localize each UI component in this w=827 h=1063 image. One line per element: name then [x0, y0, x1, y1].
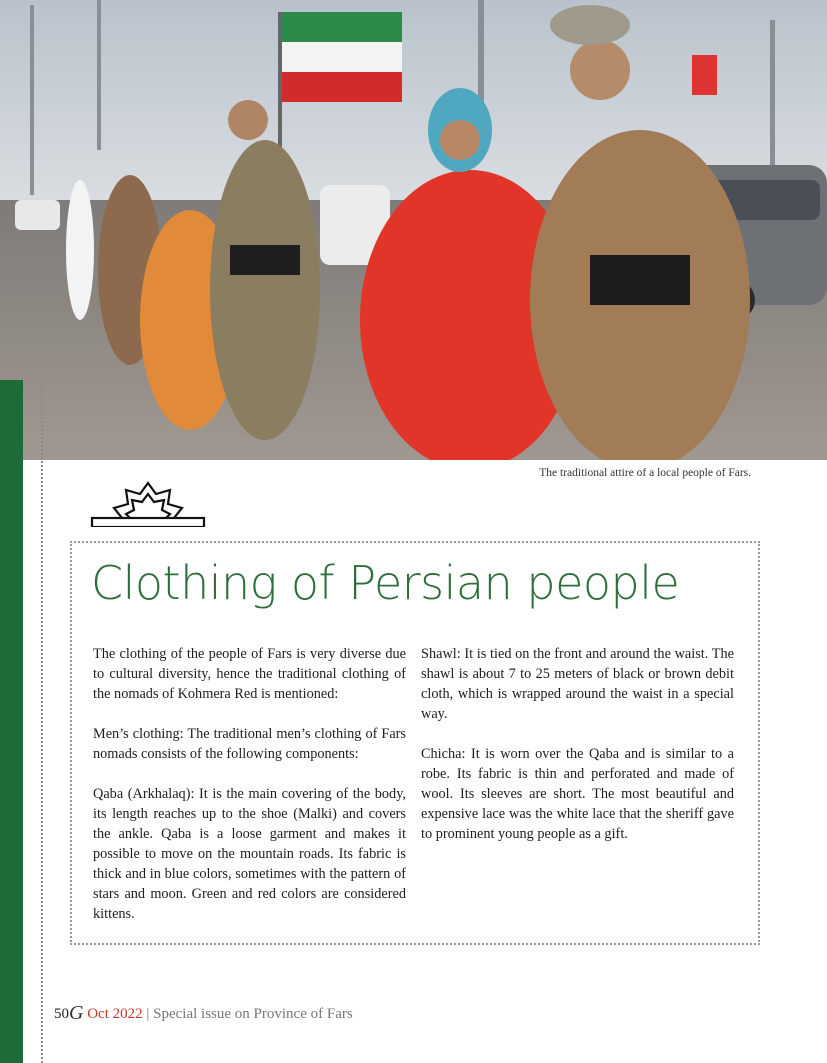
paragraph-intro: The clothing of the people of Fars is very diverse due to cultural diversity, hence the traditional clothing of the nomads of Kohmera Red is mentioned: — [93, 646, 406, 702]
dotted-guide-line — [41, 380, 43, 1063]
footer-separator: | — [146, 1006, 150, 1022]
issue-title: Special issue on Province of Fars — [153, 1006, 353, 1022]
paragraph-qaba: Qaba (Arkhalaq): It is the main covering of the body, its length reaches up to the shoe (Malki) and covers the ankle. Qaba is a loose garment and makes it possible to move on the mountain roads. Its fabric is thick and in blue colors, sometimes with the pattern of stars and moon. Green and red colors are considered kittens. — [93, 786, 406, 922]
paragraph-chicha: Chicha: It is worn over the Qaba and is similar to a robe. Its fabric is thin and perforated and made of wool. Its sleeves are short. The most beautiful and expensive lace was the white lace that the sheriff gave to prominent young people as a gift. — [421, 746, 734, 842]
accent-sidebar — [0, 380, 23, 1063]
ornament-icon — [90, 480, 206, 527]
article-left-column — [93, 644, 406, 944]
issue-date: Oct 2022 — [87, 1006, 143, 1022]
article-title: Clothing of Persian people — [91, 556, 680, 610]
photo-illustration — [0, 0, 827, 460]
paragraph-mens-clothing: Men’s clothing: The traditional men’s clothing of Fars nomads consists of the following components: — [93, 726, 406, 762]
photo-caption: The traditional attire of a local people of Fars. — [539, 467, 751, 479]
article-right-column — [421, 644, 734, 864]
page-number: 50 — [54, 1006, 69, 1022]
hero-photo — [0, 0, 827, 460]
paragraph-shawl: Shawl: It is tied on the front and around the waist. The shawl is about 7 to 25 meters of black or brown debit cloth, which is wrapped around the waist in a special way. — [421, 646, 734, 722]
page-footer — [54, 1001, 353, 1024]
logo-icon: G — [69, 1002, 84, 1024]
